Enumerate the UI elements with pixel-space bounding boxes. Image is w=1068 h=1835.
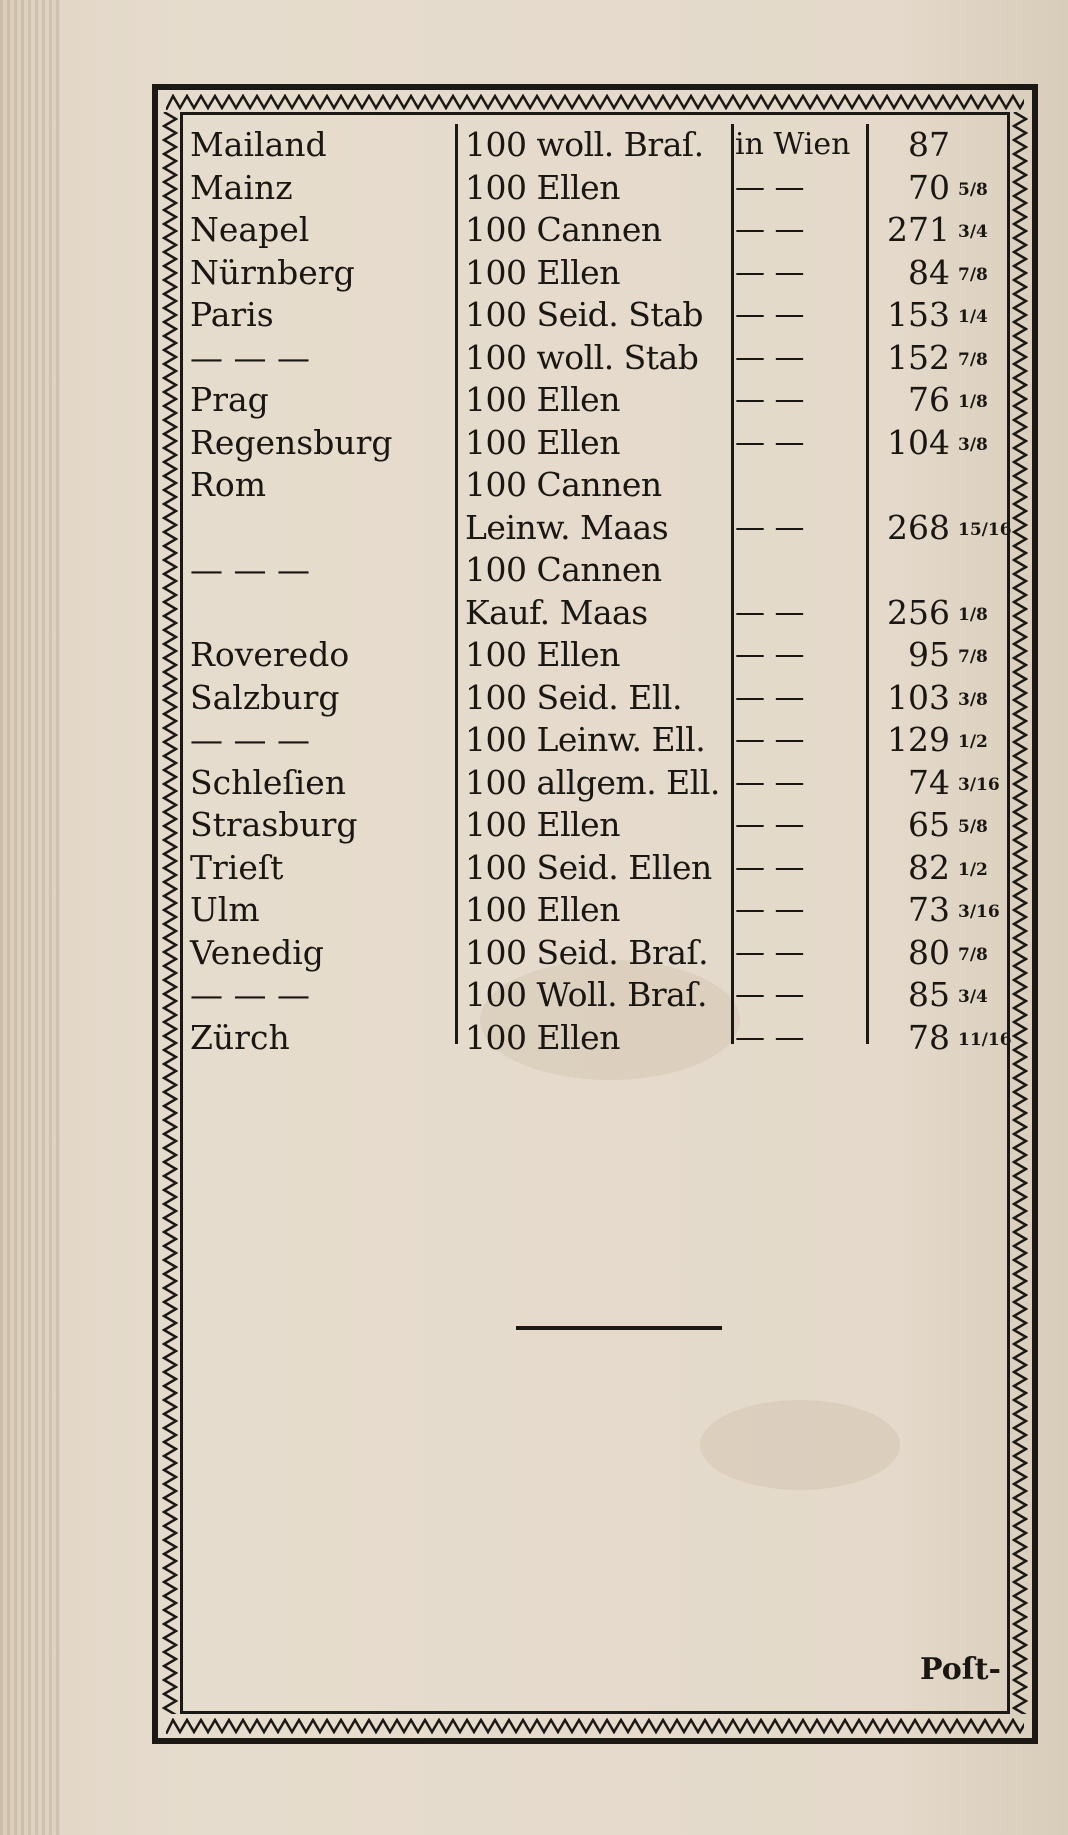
city-name: — — — (190, 975, 310, 1014)
equivalent-value (880, 379, 1000, 421)
measure-unit: 100 Ellen (465, 252, 620, 292)
value-fraction: 3/16 (958, 774, 1000, 795)
value-integer: 80 (908, 932, 950, 972)
value-integer: 74 (908, 762, 950, 802)
measure-unit: 100 Ellen (465, 422, 620, 462)
reference-place: — — (735, 509, 805, 545)
table-row (190, 677, 1000, 720)
reference-place: — — (735, 1019, 805, 1055)
city-name: Nürnberg (190, 252, 355, 292)
value-integer: 78 (908, 1017, 950, 1057)
table-row (190, 464, 1000, 507)
value-fraction: 11/16 (958, 1029, 1012, 1050)
measure-unit: 100 Ellen (465, 1017, 620, 1057)
measure-unit: 100 woll. Braſ. (465, 125, 704, 164)
value-fraction: 3/4 (958, 222, 988, 242)
value-fraction: 15/16 (958, 519, 1012, 540)
value-integer: 268 (887, 507, 950, 547)
table-row (190, 209, 1000, 252)
equivalent-value (880, 889, 1000, 931)
reference-place: — — (735, 169, 805, 205)
value-integer: 82 (908, 847, 950, 887)
value-integer: 256 (887, 592, 950, 632)
city-name: Roveredo (190, 635, 350, 674)
measure-unit: 100 Ellen (465, 380, 620, 419)
city-name: Strasburg (190, 805, 358, 844)
table-row (190, 1017, 1012, 1060)
measure-unit: 100 Cannen (465, 550, 662, 589)
value-fraction: 5/8 (958, 817, 988, 837)
city-name: Neapel (190, 210, 310, 249)
equivalent-value (880, 294, 1000, 336)
measure-unit: 100 Woll. Braſ. (465, 975, 708, 1014)
table-row (190, 379, 1000, 422)
equivalent-value (880, 167, 1000, 209)
equivalent-value (880, 932, 1000, 974)
value-fraction: 5/8 (958, 179, 988, 200)
equivalent-value (880, 1017, 1012, 1059)
table-row (190, 889, 1000, 932)
zigzag-border-left (162, 112, 178, 1714)
value-integer: 152 (887, 337, 950, 377)
value-fraction: 3/16 (958, 902, 1000, 922)
table-row (190, 294, 1000, 337)
reference-place: — — (735, 977, 805, 1012)
reference-place: — — (735, 212, 805, 247)
measure-unit: 100 Ellen (465, 635, 620, 674)
value-fraction: 3/4 (958, 987, 988, 1007)
reference-place: — — (735, 679, 805, 715)
city-name: Regensburg (190, 422, 393, 462)
page-edges (0, 0, 60, 1835)
equivalent-value (880, 464, 1000, 506)
city-name: Mailand (190, 125, 327, 164)
measure-unit: 100 Ellen (465, 890, 620, 929)
equivalent-value (880, 549, 1000, 591)
equivalent-value (880, 124, 1000, 166)
city-name: Trieſt (190, 847, 284, 887)
reference-place: — — (735, 382, 805, 417)
table-row (190, 804, 1000, 847)
equivalent-value (880, 337, 1000, 379)
city-name: Venedig (190, 932, 324, 972)
equivalent-value (880, 252, 1000, 294)
measure-unit: 100 Ellen (465, 167, 620, 207)
table-row (190, 932, 1000, 975)
table-row (190, 124, 1000, 167)
equivalent-value (880, 592, 1000, 634)
table-row (190, 762, 1000, 805)
section-rule (516, 1326, 722, 1330)
equivalent-value (880, 847, 1000, 889)
zigzag-border-top (166, 94, 1024, 110)
city-name: — — — (190, 550, 310, 589)
value-fraction: 1/4 (958, 307, 988, 327)
equivalent-value (880, 422, 1000, 464)
table-row (190, 337, 1000, 380)
reference-place: — — (735, 594, 805, 630)
reference-place: — — (735, 297, 805, 332)
equivalent-value (880, 804, 1000, 846)
measures-table (190, 124, 1012, 1059)
measure-unit: 100 Leinw. Ell. (465, 720, 706, 759)
reference-place: in Wien (735, 127, 851, 162)
city-name: Zürch (190, 1017, 290, 1057)
measure-unit: 100 Seid. Ellen (465, 847, 712, 887)
measure-unit: 100 allgem. Ell. (465, 762, 720, 802)
table-row (190, 549, 1000, 592)
value-integer: 104 (887, 422, 950, 462)
reference-place: — — (735, 637, 805, 672)
table-row (190, 167, 1000, 210)
measure-unit: Kauf. Maas (465, 592, 648, 632)
table-row (190, 634, 1000, 677)
equivalent-value (880, 677, 1000, 719)
measure-unit: Leinw. Maas (465, 507, 669, 547)
measure-unit: 100 Seid. Braſ. (465, 932, 709, 972)
table-row (190, 974, 1000, 1017)
value-integer: 70 (908, 167, 950, 207)
zigzag-border-bottom (166, 1718, 1024, 1734)
value-fraction: 7/8 (958, 264, 988, 285)
reference-place: — — (735, 849, 805, 885)
reference-place: — — (735, 764, 805, 800)
value-fraction: 1/8 (958, 392, 988, 412)
value-integer: 129 (887, 720, 950, 759)
value-fraction: 1/8 (958, 604, 988, 625)
reference-place: — — (735, 424, 805, 460)
city-name: Schleſien (190, 762, 346, 802)
value-integer: 153 (887, 295, 950, 334)
value-integer: 103 (887, 677, 950, 717)
table-row (190, 592, 1000, 635)
equivalent-value (880, 719, 1000, 761)
measure-unit: 100 Cannen (465, 465, 662, 504)
equivalent-value (880, 507, 1012, 549)
measure-unit: 100 Seid. Stab (465, 295, 703, 334)
value-integer: 85 (908, 975, 950, 1014)
value-fraction: 3/8 (958, 689, 988, 710)
city-name: Rom (190, 465, 267, 504)
equivalent-value (880, 974, 1000, 1016)
value-fraction: 7/8 (958, 647, 988, 667)
reference-place: — — (735, 339, 805, 375)
city-name: Mainz (190, 167, 293, 207)
reference-place: — — (735, 934, 805, 970)
value-fraction: 3/8 (958, 434, 988, 455)
value-integer: 271 (887, 210, 950, 249)
measure-unit: 100 Cannen (465, 210, 662, 249)
table-row (190, 847, 1000, 890)
zigzag-border-right (1012, 112, 1028, 1714)
reference-place: — — (735, 722, 805, 757)
city-name: Ulm (190, 890, 260, 929)
value-integer: 84 (908, 252, 950, 292)
city-name: — — — (190, 720, 310, 759)
table-row (190, 422, 1000, 465)
measure-unit: 100 Seid. Ell. (465, 677, 682, 717)
measure-unit: 100 Ellen (465, 805, 620, 844)
value-integer: 95 (908, 635, 950, 674)
value-integer: 65 (908, 805, 950, 844)
measure-unit: 100 woll. Stab (465, 337, 699, 377)
city-name: Salzburg (190, 677, 340, 717)
catchword: Poſt- (920, 1652, 1001, 1687)
city-name: Paris (190, 295, 274, 334)
equivalent-value (880, 209, 1000, 251)
reference-place: — — (735, 892, 805, 927)
city-name: — — — (190, 337, 310, 377)
value-integer: 87 (908, 125, 950, 164)
reference-place: — — (735, 254, 805, 290)
equivalent-value (880, 762, 1000, 804)
reference-place: — — (735, 807, 805, 842)
equivalent-value (880, 634, 1000, 676)
table-row (190, 252, 1000, 295)
value-integer: 73 (908, 890, 950, 929)
table-row (190, 507, 1012, 550)
table-row (190, 719, 1000, 762)
value-fraction: 7/8 (958, 944, 988, 965)
value-integer: 76 (908, 380, 950, 419)
value-fraction: 7/8 (958, 349, 988, 370)
value-fraction: 1/2 (958, 859, 988, 880)
city-name: Prag (190, 380, 269, 419)
value-fraction: 1/2 (958, 732, 988, 752)
